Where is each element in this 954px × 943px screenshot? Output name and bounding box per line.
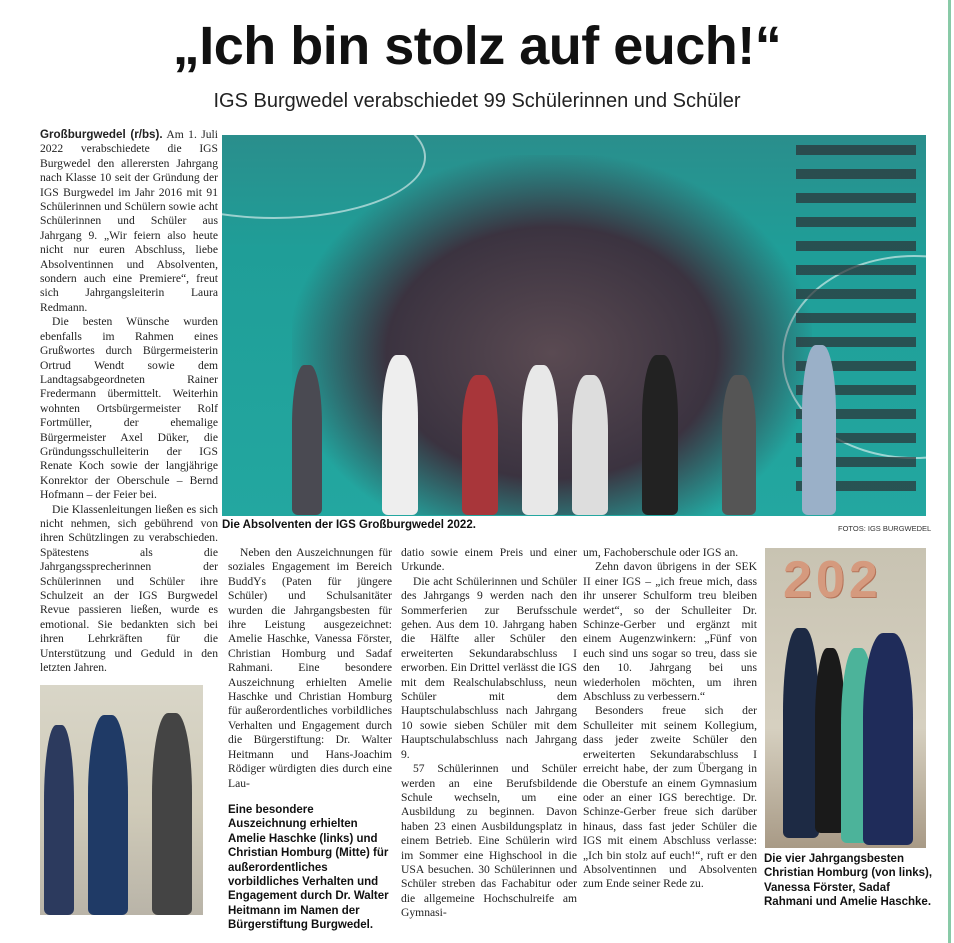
- paragraph: Die acht Schülerinnen und Schüler des Jahrgangs 9 werden nach den Sommerferien zur Berufsschule gehen. Aus dem 10. Jahrgang haben die Hälfte aller Schüler den erweiterten Sekundarabschluss I erworben. Ein Drittel verlässt die IGS mit dem Realschulabschluss, neun Schüler mit dem Hauptschulabschluss nach Jahrgang 10 sowie sieben Schüler mit dem Hauptschulabschluss nach Jahrgang 9.: [401, 574, 577, 761]
- balloon-numbers: 202: [783, 551, 882, 609]
- paragraph: [40, 128, 218, 315]
- left-photo-caption: Eine besondere Auszeichnung erhielten Amelie Haschke (links) und Christian Homburg (Mitte) für außerordentliches vorbildliches Verhalten und Engagement durch Dr. Walter Heitmann im Namen der Bürgerstiftung Burgwedel.: [228, 803, 389, 932]
- article-column-3: [401, 546, 577, 921]
- paragraph: 57 Schülerinnen und Schüler werden an eine Berufsbildende Schule wechseln, um eine Ausbildung zu beginnen. Davon haben 23 einen Ausbildungsplatz in einem Betrieb. Eine Schülerin wird im Sommer eine Highschool in die USA besuchen. 30 Schülerinnen und Schüler streben das Fachabitur oder die allgemeine Hochschulreife am Gymnasi-: [401, 762, 577, 920]
- paragraph: Die Klassenleitungen ließen es sich nicht nehmen, sich gebührend von ihren Schützlingen zu verabschieden. Spätestens als die Jahrgangssprecherinnen der Schülerinnen und Schüler ihre Schulzeit an der IGS Burgwedel Revue passieren ließen, wurde es emotional. Sie bedankten sich bei ihren Lehrkräften für die Unterstützung und Geduld in den letzten Jahren.: [40, 502, 218, 675]
- right-photo-caption: Die vier Jahrgangsbesten Christian Homburg (von links), Vanessa Förster, Sadaf Rahmani und Amelie Haschke.: [764, 853, 933, 909]
- paragraph-text: Am 1. Juli 2022 verabschiedete die IGS Burgwedel den allerersten Jahrgang nach Klasse 10 seit der Gründung der IGS Burgwedel im Jahr 2016 mit 91 Schülerinnen und Schülern sowie acht Schülerinnen und Schüler aus Jahrgang 9. „Wir feiern also heute nicht nur euren Abschluss, liebe Absolventinnen und Absolventen, sondern auch eine Premiere“, freut sich Jahrgangsleiterin Laura Redmann.: [40, 128, 218, 314]
- photo-award-ceremony: [40, 685, 203, 915]
- page-edge-line: [948, 0, 951, 943]
- dateline: Großburgwedel (r/bs).: [40, 128, 163, 141]
- paragraph: Neben den Auszeichnungen für soziales Engagement im Bereich BuddYs (Paten für jüngere Schüler) und Schulsanitäter wurden die Jahrgangsbesten für ihre Leistung ausgezeichnet: Amelie Haschke, Vanessa Förster, Christian Homburg und Sadaf Rahmani. Eine besondere Auszeichnung erhielten Amelie Haschke und Christian Homburg für außerordentliches vorbildliches Verhalten und Engagement durch die Bürgerstiftung: Dr. Walter Heitmann und Hans-Joachim Rödiger würdigten dies durch eine Lau-: [228, 546, 392, 790]
- headline: „Ich bin stolz auf euch!“: [172, 16, 782, 76]
- paragraph: Besonders freue sich der Schulleiter mit seinem Kollegium, dass jeder zweite Schüler den erweiterten Sekundarabschluss I erreicht habe, der zum Übergang in die Oberstufe an einem Gymnasium oder an einer IGS berechtige. Dr. Schinze-Gerber freue sich darüber hinaus, dass fast jeder Schüler die IGS mit einem Abschluss verlasse: „Ich bin stolz auf euch!“, ruft er den Absolventinnen und Absolventen zum Ende seiner Rede zu.: [583, 704, 757, 891]
- main-photo-graduates: [222, 135, 926, 516]
- article-column-1: [40, 128, 218, 915]
- photo-credit: FOTOS: IGS BURGWEDEL: [838, 524, 932, 533]
- main-photo-caption: Die Absolventen der IGS Großburgwedel 2022.: [222, 519, 476, 531]
- article-column-4: [583, 546, 757, 892]
- subheadline: IGS Burgwedel verabschiedet 99 Schülerinnen und Schüler: [213, 90, 741, 112]
- paragraph: Die besten Wünsche wurden ebenfalls im Rahmen eines Grußwortes durch Bürgermeisterin Ortrud Wendt sowie dem Landtagsabgeordneten Rainer Fredermann übermittelt. Weiterhin wohnten Ortsbürgermeister Rolf Fortmüller, der ehemalige Bürgermeister Axel Düker, die Gründungsschulleiterin der IGS Renate Koch sowie der langjährige Konrektor der Oberschule – Bernd Hofmann – der Feier bei.: [40, 315, 218, 502]
- photo-top-students: [765, 548, 926, 848]
- paragraph: datio sowie einem Preis und einer Urkunde.: [401, 546, 577, 574]
- paragraph: Zehn davon übrigens in der SEK II einer IGS – „ich freue mich, dass ihr unserer Schulform treu bleiben werdet“, so der Schulleiter Dr. Schinze-Gerber und ergänzt mit einem Augenzwinkern: „Fünf von euch sind uns sogar so treu, dass sie den 10. Jahrgang bei uns wiederholen möchten, um ihren Abschluss zu verbessern.“: [583, 560, 757, 704]
- paragraph: um, Fachoberschule oder IGS an.: [583, 546, 739, 559]
- article-column-2: [228, 546, 392, 933]
